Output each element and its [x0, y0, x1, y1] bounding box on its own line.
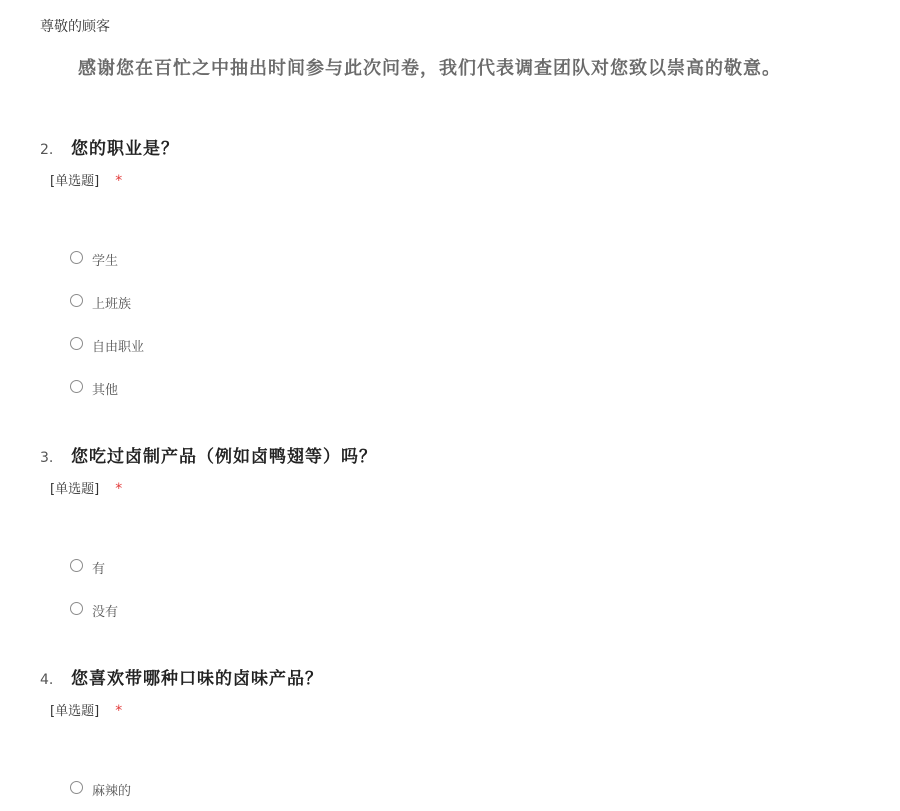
survey-intro: 感谢您在百忙之中抽出时间参与此次问卷，我们代表调查团队对您致以崇高的敬意。: [78, 58, 781, 79]
question-type-label: [单选题]: [50, 174, 100, 189]
required-marker: *: [115, 173, 123, 189]
question-header: [40, 442, 880, 466]
options-list: [70, 238, 880, 410]
radio-unchecked-icon[interactable]: [70, 337, 83, 350]
question-4: [40, 664, 880, 811]
required-marker: *: [115, 481, 123, 497]
option-label: 其他: [92, 383, 119, 398]
radio-unchecked-icon[interactable]: [70, 294, 83, 307]
question-type-label: [单选题]: [50, 704, 100, 719]
option-no[interactable]: [70, 589, 880, 632]
question-title: 您的职业是？: [71, 139, 179, 159]
question-type-label: [单选题]: [50, 482, 100, 497]
question-header: [40, 664, 880, 688]
question-meta: [50, 170, 880, 188]
greeting-text: 尊敬的顾客: [40, 19, 110, 35]
option-freelancer[interactable]: [70, 324, 880, 367]
option-label: 有: [92, 562, 106, 577]
question-meta: [50, 478, 880, 496]
option-label: 学生: [92, 254, 119, 269]
radio-unchecked-icon[interactable]: [70, 781, 83, 794]
option-label: 自由职业: [92, 340, 145, 355]
option-label: 麻辣的: [92, 784, 132, 799]
question-meta: [50, 700, 880, 718]
question-title: 您喜欢带哪种口味的卤味产品？: [71, 669, 323, 689]
question-3: [40, 442, 880, 632]
option-student[interactable]: [70, 238, 880, 281]
radio-unchecked-icon[interactable]: [70, 602, 83, 615]
options-list: [70, 546, 880, 632]
radio-unchecked-icon[interactable]: [70, 380, 83, 393]
question-2: [40, 134, 880, 410]
question-title: 您吃过卤制产品（例如卤鸭翅等）吗？: [71, 447, 377, 467]
radio-unchecked-icon[interactable]: [70, 251, 83, 264]
question-number: 4.: [40, 672, 54, 688]
option-office-worker[interactable]: [70, 281, 880, 324]
option-label: 上班族: [92, 297, 132, 312]
option-spicy[interactable]: [70, 768, 880, 811]
question-header: [40, 134, 880, 158]
option-other[interactable]: [70, 367, 880, 410]
required-marker: *: [115, 703, 123, 719]
option-label: 没有: [92, 605, 119, 620]
question-number: 2.: [40, 142, 54, 158]
options-list: [70, 768, 880, 811]
option-yes[interactable]: [70, 546, 880, 589]
question-number: 3.: [40, 450, 54, 466]
radio-unchecked-icon[interactable]: [70, 559, 83, 572]
